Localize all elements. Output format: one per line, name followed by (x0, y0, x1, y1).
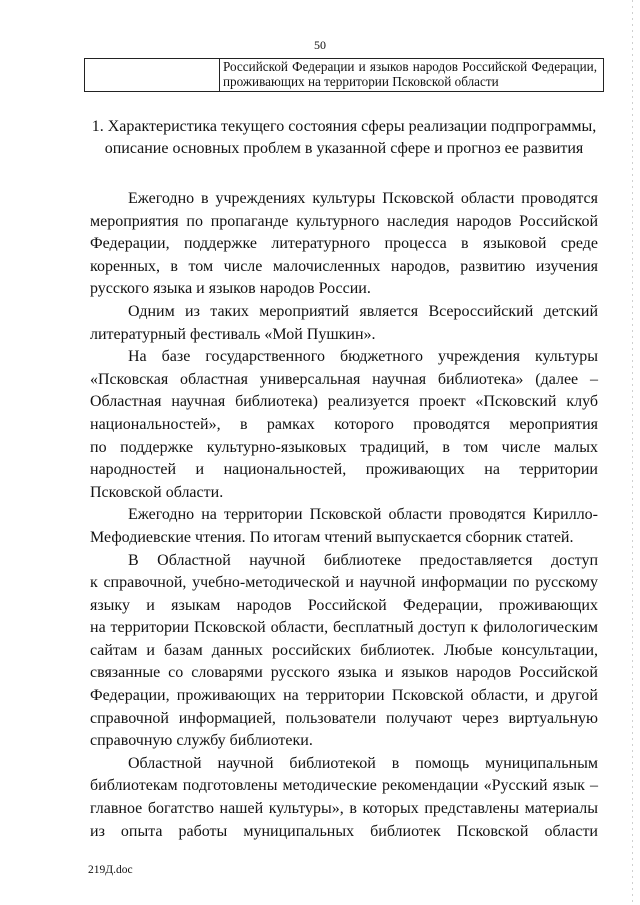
paragraph-line: сайтам и базам данных российских библиотек. Любые консультации, (90, 641, 598, 659)
body-text (90, 188, 598, 843)
paragraph-line: мероприятия по пропаганде культурного наследия народов Российской (90, 212, 598, 230)
paragraph-line: На базе государственного бюджетного учреждения культуры (128, 348, 598, 366)
paragraph-line: коренных, в том числе малочисленных народов, развитию изучения (90, 257, 598, 275)
paragraph (90, 550, 598, 753)
paragraph (90, 753, 598, 843)
paragraph-line: из опыта работы муниципальных библиотек Псковской области (90, 822, 598, 840)
paragraph-line: Ежегодно на территории Псковской области проводятся Кирилло- (128, 506, 598, 524)
paragraph-line: «Псковская областная универсальная научная библиотека» (далее – (90, 370, 598, 388)
paragraph-line: литературный фестиваль «Мой Пушкин». (90, 325, 376, 343)
section-heading (84, 116, 604, 160)
paragraph-line: справочной информацией, пользователи получают через виртуальную (90, 709, 598, 727)
paragraph-line: Областной научной библиотекой в помощь муниципальным (128, 754, 598, 772)
table-text-line: проживающих на территории Псковской области (223, 73, 499, 89)
paragraph-line: связанные со словарями русского языка и языков народов Российской (90, 664, 598, 682)
paragraph (90, 188, 598, 301)
paragraph-line: Псковской области. (90, 483, 224, 501)
paragraph-line: Федерации, поддержке литературного процесса в языковой среде (90, 235, 598, 253)
paragraph-line: Ежегодно в учреждениях культуры Псковской области проводятся (128, 190, 598, 207)
table-cell-right (220, 59, 603, 91)
page-number: 50 (314, 38, 326, 52)
scan-edge-line (632, 0, 633, 905)
paragraph-line: на территории Псковской области, бесплатный доступ к филологическим (90, 619, 598, 637)
paragraph-line: В Областной научной библиотеке предоставляется доступ (128, 551, 598, 569)
paragraph-line: национальностей», в рамках которого проводятся мероприятия (90, 415, 598, 433)
paragraph-line: русского языка и языков народов России. (90, 280, 371, 298)
paragraph-line: главное богатство нашей культуры», в которых представлены материалы (90, 800, 598, 818)
table-cell-left (85, 59, 220, 91)
table-text-line: Российской Федерации и языков народов Российской Федерации, (223, 59, 597, 74)
paragraph-line: по поддержке культурно-языковых традиций, в том числе малых (90, 438, 598, 456)
paragraph-line: Федерации, проживающих на территории Псковской области, и другой (90, 687, 598, 705)
paragraph-line: языку и языкам народов Российской Федерации, проживающих (90, 596, 598, 614)
header-table (84, 58, 604, 92)
paragraph-line: Областная научная библиотека) реализуется проект «Псковский клуб (90, 393, 598, 411)
paragraph (90, 504, 598, 549)
paragraph-line: к справочной, учебно-методической и научной информации по русскому (90, 574, 598, 592)
footer-filename: 219Д.doc (88, 864, 133, 876)
paragraph-line: Мефодиевские чтения. По итогам чтений выпускается сборник статей. (90, 528, 574, 546)
heading-line: 1. Характеристика текущего состояния сферы реализации подпрограммы, (91, 118, 597, 135)
heading-line: описание основных проблем в указанной сфере и прогноз ее развития (104, 140, 584, 157)
paragraph-line: Одним из таких мероприятий является Всероссийский детский (128, 302, 598, 320)
paragraph-line: библиотекам подготовлены методические рекомендации «Русский язык – (90, 777, 598, 795)
paragraph-line: народностей и национальностей, проживающих на территории (90, 461, 598, 479)
paragraph (90, 346, 598, 504)
paragraph-line: справочную службу библиотеки. (90, 732, 313, 750)
paragraph (90, 301, 598, 346)
